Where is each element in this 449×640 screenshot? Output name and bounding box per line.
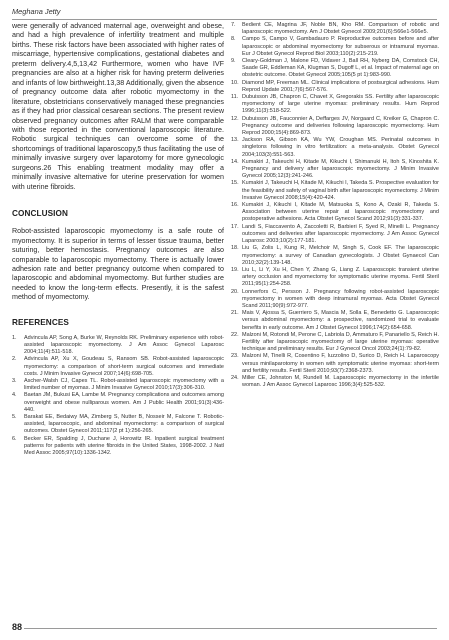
reference-text: Kumakiri J, Takeuchi H, Kitade M, Kikuchi I, Takeda S. Prospective evaluation for the feasibility and safety of vaginal birth after laparoscopic myomectomy. J Minim Invasive Gynecol 2008;15(4):420-424. [242, 180, 439, 201]
reference-number: 3. [12, 378, 17, 384]
reference-item [231, 22, 439, 36]
reference-item [231, 332, 439, 354]
reference-text: Jackson RA, Gibson KA, Wu YW, Croughan MS. Perinatal outcomes in singletons following in vitro fertilization: a meta-analysis. Obstet Gynecol 2004;103(3):551-563. [242, 137, 439, 158]
reference-number: 22. [231, 331, 239, 338]
reference-text: Kumakiri J, Takeuchi H, Kitade M, Kikuchi I, Shimanuki H, Itoh S, Kinoshita K. Pregnancy and delivery after laparoscopic myomectomy. J Minim Invasive Gynecol 2005;12(3):241-246. [242, 158, 439, 180]
reference-item [231, 94, 439, 116]
reference-item [231, 180, 439, 202]
reference-number: 9. [231, 58, 236, 65]
reference-text: Liu G, Zolis L, Kung R, Melchoir M, Singh S, Cook EF. The laparoscopic myomectomy: a survey of Canadian gynecologists. J Obstet Gynaecol Can 2010;32(2):139-148. [242, 245, 439, 266]
reference-item [231, 202, 439, 224]
reference-number: 12. [231, 115, 239, 122]
header-rule [12, 19, 437, 20]
reference-number: 15. [231, 180, 239, 187]
reference-item [231, 116, 439, 138]
reference-number: 1. [12, 334, 17, 341]
reference-number: 14. [231, 158, 239, 165]
reference-item [12, 436, 224, 458]
right-column [231, 22, 439, 389]
reference-text: Campo S, Campo V, Gambadauro P. Reproductive outcomes before and after laparoscopic or abdominal myomectomy for subserous or intramural myomas. Eur J Obstet Gynecol Reprod Biol 2003;110(2):215-219. [242, 36, 439, 57]
reference-item [231, 289, 439, 311]
reference-item [231, 224, 439, 246]
conclusion-heading: CONCLUSION [12, 209, 69, 219]
reference-number: 8. [231, 36, 236, 43]
reference-item [231, 58, 439, 80]
reference-text: Becker ER, Spalding J, Duchane J, Horowitz IR. Inpatient surgical treatment patterns for patients with uterine fibroids in the United States, 1998-2002. J Natl Med Assoc 2005;97(10):1336-1342. [24, 435, 224, 457]
reference-number: 19. [231, 266, 239, 273]
references-list-left [12, 335, 224, 457]
references-heading: REFERENCES [12, 317, 69, 327]
reference-item [231, 267, 439, 289]
reference-number: 11. [231, 94, 239, 101]
reference-text: Liu L, Li Y, Xu H, Chen Y, Zhang G, Liang Z. Laparoscopic transient uterine artery occlusion and myomectomy for symptomatic uterine myoma. Fertil Steril 2011;95(1):254-258. [242, 266, 439, 288]
reference-number: 21. [231, 310, 239, 317]
reference-text: Mais V, Ajossa S, Guerriero S, Mascia M, Solla E, Benedetto G. Laparoscopic versus abdominal myomectomy: a prospective, randomized trial to evaluate benefits in early outcome. Am J Obstet Gynecol 1996;174(2):654-658. [242, 310, 439, 331]
reference-text: Bedient CE, Magrina JF, Noble BN, Kho RM. Comparison of robotic and laparoscopic myomectomy. Am J Obstet Gynecol 2009;201(6):566e1-566e5. [242, 22, 439, 36]
reference-item [12, 392, 224, 414]
left-column [12, 22, 224, 457]
reference-number: 20. [231, 288, 239, 295]
reference-item [12, 356, 224, 378]
reference-item [231, 137, 439, 159]
page-number: 88 [12, 622, 23, 632]
reference-number: 6. [12, 435, 17, 442]
reference-text: Lonnerfors C, Persson J. Pregnancy following robot-assisted laparoscopic myomectomy in women with deep intramural myomas. Acta Obstet Gynecol Scand 2011;90(9):972-977. [242, 288, 439, 309]
reference-text: Barakat EE, Bedaiwy MA, Zimberg S, Nutter B, Nosseir M, Falcone T. Robotic-assisted, laparoscopic, and abdominal myomectomy: a comparison of surgical outcomes. Obstet Gynecol 2011;117(2 pt 1):256-265. [24, 414, 224, 435]
reference-item [231, 353, 439, 375]
reference-item [231, 310, 439, 332]
reference-item [12, 335, 224, 357]
reference-number: 16. [231, 202, 239, 209]
reference-text: Miller CE, Johnston M, Rundell M. Laparoscopic myomectomy in the infertile woman. J Am Assoc Gynecol Laparosc 1996;3(4):525-532. [242, 374, 439, 389]
reference-text: Malzoni M, Tinelli R, Cosentino F, Iuzzolino D, Surico D, Reich H. Laparoscopy versus minilaparotomy in women with symptomatic uterine myomas: short-term and fertility results. Fertil Steril 2010;93(7):2368-2373. [242, 353, 439, 374]
reference-number: 17. [231, 223, 239, 230]
reference-number: 24. [231, 374, 239, 381]
reference-item [12, 378, 224, 392]
reference-item [231, 36, 439, 58]
references-list-right [231, 22, 439, 389]
reference-item [231, 245, 439, 267]
reference-item [12, 414, 224, 436]
reference-number: 18. [231, 245, 239, 252]
reference-item [231, 80, 439, 94]
reference-number: 2. [12, 356, 17, 363]
reference-item [231, 159, 439, 181]
reference-number: 7. [231, 22, 236, 28]
reference-text: Dubuisson JB, Chapron C, Chavet X, Gregorakis SS. Fertility after laparoscopic myomectomy of large uterine myomas: preliminary results. Hum Reprod 1996;11(3):518-522. [242, 94, 439, 115]
reference-text: Dubuisson JB, Fauconnier A, Deffarges JV, Norgaard C, Kreiker G, Chapron C. Pregnancy outcome and deliveries following laparoscopic myomectomy. Hum Reprod 2000;15(4):869-873. [242, 115, 439, 137]
reference-text: Malzoni M, Rotondi M, Perone C, Labriola D, Ammaturo F, Panariello S, Reich H. Fertility after laparoscopic myomectomy of large uterine myomas: operative technique and preliminary results. Eur J Gynecol Oncol 2003;24(1):79-82. [242, 331, 439, 353]
reference-number: 4. [12, 392, 17, 399]
conclusion-paragraph: Robot-assisted laparoscopic myomectomy is a safe route of myomectomy. It is superior in terms of lesser tissue trauma, better suturing, better hemostasis. Pregnancy outcomes are also comparable to laparoscopic myomectomy. There is actually lower adhesion rate and better pregnancy outcome when compared to laparoscopic and abdominal myomectomy. But further studies are needed to know the long-term effects. Presently, it is the safest method of myomectomy. [12, 227, 224, 302]
running-header-author: Meghana Jetty [12, 7, 61, 16]
reference-text: Advincula AP, Xu X, Goudeau S, Ransom SB. Robot-assisted laparoscopic myomectomy: a comparison of short-term surgical outcomes and immediate costs. J Minim Invasive Gynecol 2007;14(6):698-705. [24, 356, 224, 377]
reference-number: 10. [231, 79, 239, 86]
footer-rule [24, 628, 437, 629]
reference-number: 23. [231, 353, 239, 360]
reference-text: Cleary-Goldman J, Malone FD, Vidaver J, Ball RH, Nyberg DA, Comstock CH, Saade GR, Eddleman KA, Klugman S, Dugoff L, et al. Impact of maternal age on obstetric outcome. Obstet Gynecol 2005;105(5 pt 1):983-990. [242, 58, 439, 79]
reference-text: Baetan JM, Bukusi EA, Lambe M. Pregnancy complications and outcomes among overweight and obese nulliparous women. Am J Public Health 2001;91(3):436-440. [24, 392, 224, 413]
reference-text: Diamond MP, Freeman ML. Clinical implications of postsurgical adhesions. Hum Reprod Update 2001;7(6):567-576. [242, 79, 439, 93]
reference-item [231, 375, 439, 389]
discussion-paragraph: were generally of advanced maternal age, overweight and obese, and had a high prevalence of infertility treatment and multiple births. These risk factors have been associated with higher rates of miscarriage, hypertensive complications, gestational diabetes and preterm delivery.4,5,13,42 Furthermore, women who have IVF pregnancies are also at a higher risk for having preterm deliveries and infants of low birthweight.13,38 Additionally, given the absence of pregnancy outcome data after robotic myomectomy in the literature, obstetricians conservatively managed these pregnancies as if they had prior classical cesarean sections. The present review observed pregnancy outcomes after RALM that were comparable with those reported in the conventional laparoscopic literature. Robotic surgical techniques can overcome some of the shortcomings of traditional laparoscopy,5 thus facilitating the use of minimally invasive surgery over laparotomy for more gynecologic surgeons.26 This enabling treatment modality may offer a minimally invasive alternative for uterine preservation for women with uterine fibroids. [12, 22, 224, 191]
reference-number: 13. [231, 137, 239, 144]
reference-text: Kumakiri J, Kikuchi I, Kitade M, Matsuoka S, Kono A, Ozaki R, Takeda S. Association between uterine repair at laparoscopic myomectomy and postoperative adhesions. Acta Obstet Gynecol Scand 2012;91(3):331-337. [242, 202, 439, 223]
reference-text: Ascher-Walsh CJ, Capes TL. Robot-assisted laparoscopic myomectomy with a limited number of myomas. J Minim Invasive Gynecol 2010;17(3):306-310. [24, 378, 224, 392]
reference-text: Landi S, Fiaccavento A, Zaccoletti R, Barbieri F, Syed R, Minelli L. Pregnancy outcomes and deliveries after laparoscopic myomectomy. J Am Assoc Gynecol Laparosc 2003;10(2):177-181. [242, 223, 439, 245]
reference-text: Advincula AP, Song A, Burke W, Reynolds RK. Preliminary experience with robot-assisted laparoscopic myomectomy. J Am Assoc Gynecol Laparosc 2004;11(4):511-518. [24, 334, 224, 356]
reference-number: 5. [12, 414, 17, 421]
